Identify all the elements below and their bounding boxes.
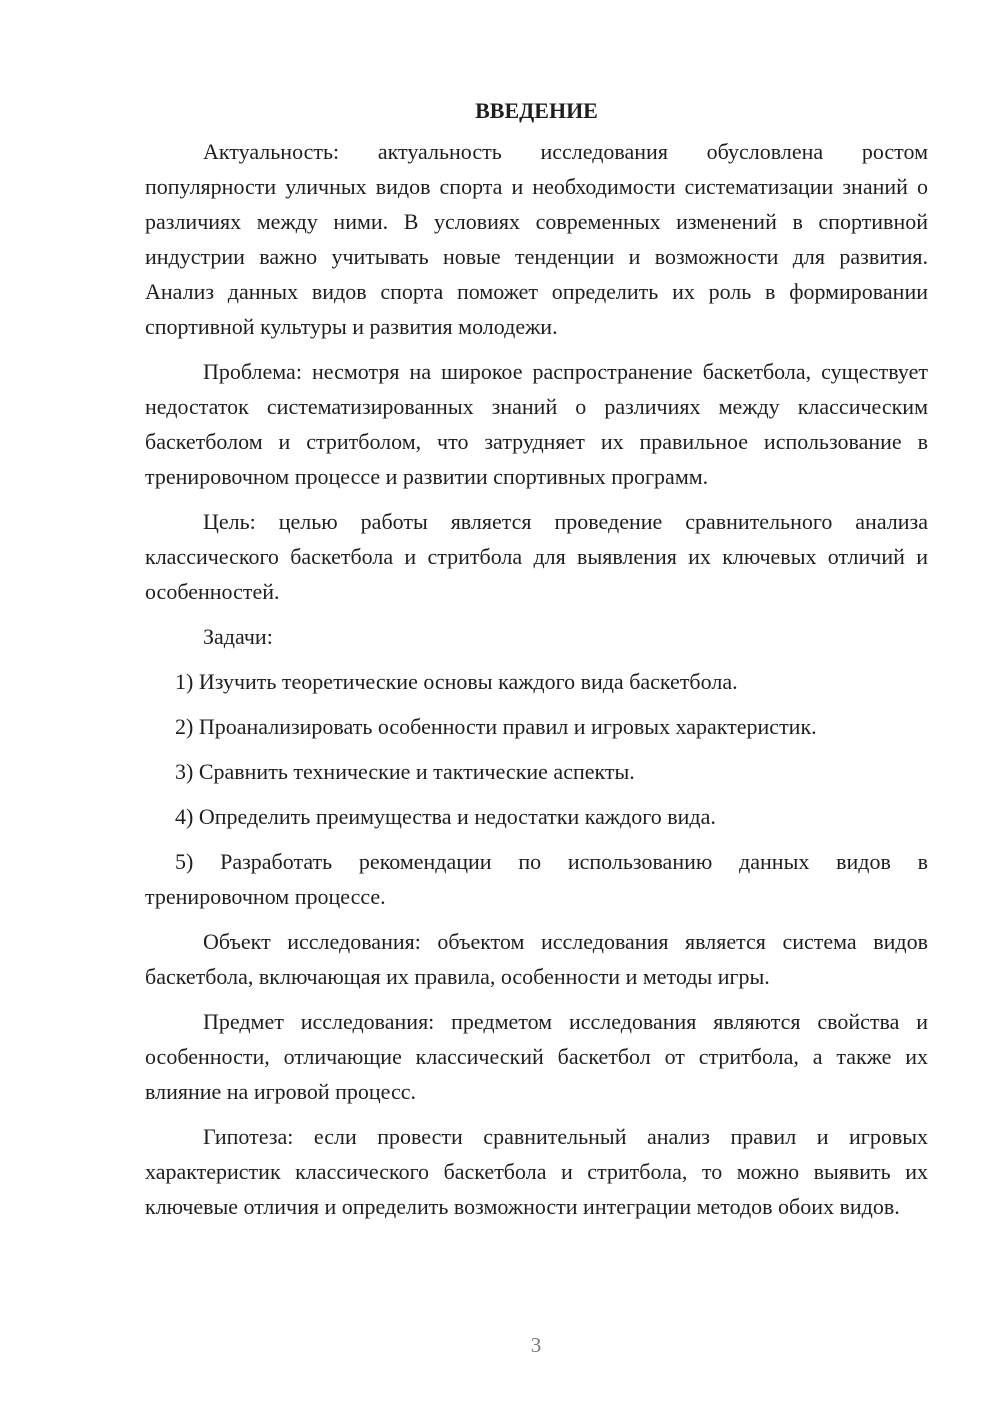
- paragraph-goal: Цель: целью работы является проведение сравнительного анализа классического баскетбола и стритбола для выявления их ключевых отличий и особенностей.: [145, 509, 928, 604]
- task-item-3: 3) Сравнить технические и тактические аспекты.: [175, 759, 635, 784]
- tasks-heading: Задачи:: [203, 624, 273, 649]
- paragraph-object: Объект исследования: объектом исследования является система видов баскетбола, включающая их правила, особенности и методы игры.: [145, 929, 928, 989]
- paragraph-subject: Предмет исследования: предметом исследования являются свойства и особенности, отличающие классический баскетбол от стритбола, а также их влияние на игровой процесс.: [145, 1009, 928, 1104]
- task-item-4: 4) Определить преимущества и недостатки каждого вида.: [175, 804, 716, 829]
- task-item-5: 5) Разработать рекомендации по использованию данных видов в тренировочном процессе.: [145, 849, 928, 909]
- page-number: 3: [530, 1333, 542, 1357]
- paragraph-hypothesis: Гипотеза: если провести сравнительный анализ правил и игровых характеристик классического баскетбола и стритбола, то можно выявить их ключевые отличия и определить возможности интеграции методов обоих видов.: [145, 1124, 928, 1219]
- paragraph-problem: Проблема: несмотря на широкое распространение баскетбола, существует недостаток систематизированных знаний о различиях между классическим баскетболом и стритболом, что затрудняет их правильное использование в тренировочном процессе и развитии спортивных программ.: [145, 359, 928, 489]
- task-item-1: 1) Изучить теоретические основы каждого вида баскетбола.: [175, 669, 738, 694]
- task-item-2: 2) Проанализировать особенности правил и игровых характеристик.: [175, 714, 817, 739]
- page-title: ВВЕДЕНИЕ: [475, 98, 598, 123]
- paragraph-relevance: Актуальность: актуальность исследования обусловлена ростом популярности уличных видов спорта и необходимости систематизации знаний о различиях между ними. В условиях современных изменений в спортивной индустрии важно учитывать новые тенденции и возможности для развития. Анализ данных видов спорта поможет определить их роль в формировании спортивной культуры и развития молодежи.: [145, 139, 928, 339]
- document-page: [145, 94, 928, 1224]
